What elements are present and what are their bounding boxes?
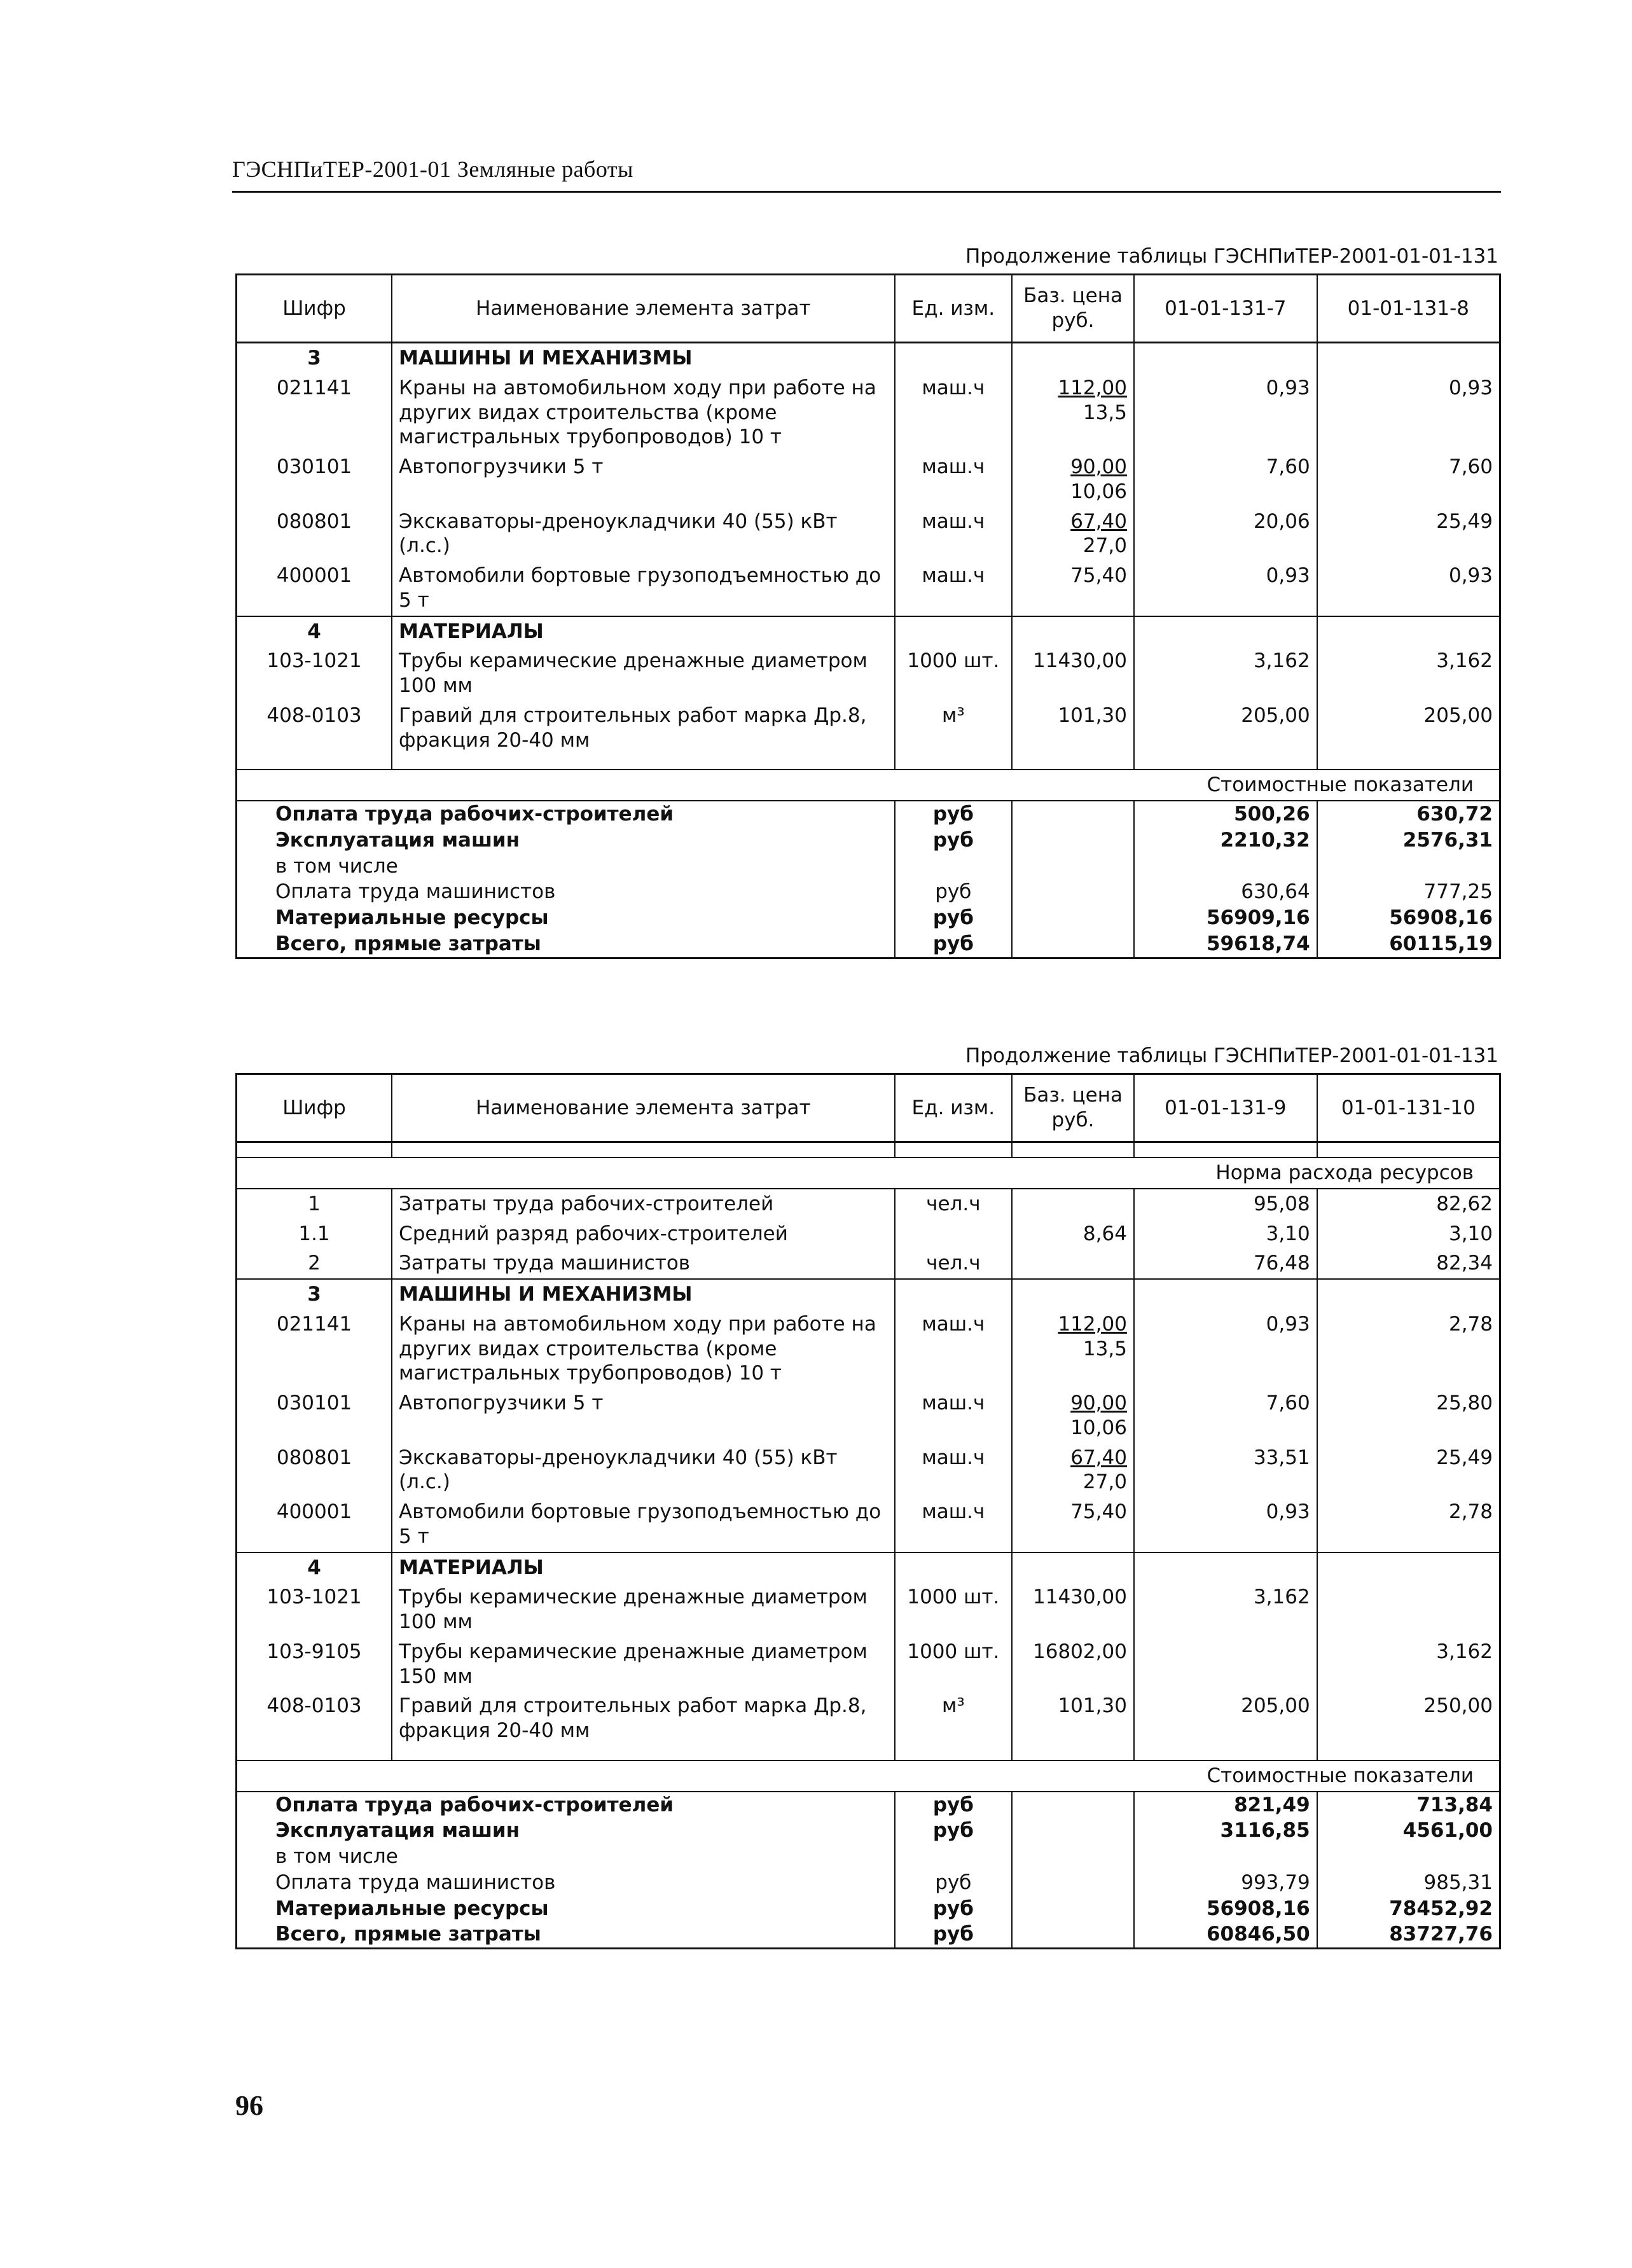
row-value-2: 2,78 — [1317, 1497, 1500, 1552]
row-price-top: 112,00 — [1058, 1312, 1127, 1336]
cost-value-1: 500,26 — [1134, 801, 1317, 827]
col-name-header: Наименование элемента затрат — [392, 1074, 895, 1142]
section-code: 4 — [237, 1552, 392, 1583]
cost-label: в том числе — [237, 854, 895, 880]
cost-value-2: 60115,19 — [1317, 931, 1500, 958]
row-unit: маш.ч — [895, 1310, 1012, 1388]
row-value-2: 25,49 — [1317, 1443, 1500, 1498]
row-price-top: 90,00 — [1070, 455, 1127, 478]
cost-value-1: 56908,16 — [1134, 1896, 1317, 1922]
col-v2-header: 01-01-131-10 — [1317, 1074, 1500, 1142]
page-number: 96 — [235, 2090, 263, 2121]
row-unit: чел.ч — [895, 1248, 1012, 1279]
cost-row — [237, 827, 1500, 854]
row-code: 021141 — [237, 373, 392, 452]
cost-price-empty — [1012, 905, 1134, 931]
row-unit: м³ — [895, 701, 1012, 756]
row-price-bottom: 75,40 — [1070, 1500, 1127, 1523]
cost-row — [237, 1870, 1500, 1896]
cost-price-empty — [1012, 1921, 1134, 1948]
cost-value-1: 630,64 — [1134, 879, 1317, 905]
row-value-2: 82,34 — [1317, 1248, 1500, 1279]
table-row — [237, 1691, 1500, 1746]
cost-value-2: 4561,00 — [1317, 1818, 1500, 1844]
table-row — [237, 1310, 1500, 1388]
running-header: ГЭСНПиТЕР-2001-01 Земляные работы — [232, 156, 633, 182]
cost-label: Всего, прямые затраты — [237, 931, 895, 958]
row-code: 1 — [237, 1189, 392, 1219]
row-value-2: 25,80 — [1317, 1388, 1500, 1443]
table-row — [237, 1248, 1500, 1279]
row-price-top: 90,00 — [1070, 1392, 1127, 1414]
cost-value-2: 777,25 — [1317, 879, 1500, 905]
row-name: Краны на автомобильном ходу при работе на других видах строительства (кроме магистральных трубопроводов) 10 т — [392, 1310, 895, 1388]
cost-row — [237, 931, 1500, 958]
cost-label: Оплата труда машинистов — [237, 1870, 895, 1896]
cost-price-empty — [1012, 931, 1134, 958]
cost-unit: руб — [895, 1896, 1012, 1922]
table-row — [237, 1219, 1500, 1249]
row-value-1: 95,08 — [1134, 1189, 1317, 1219]
table-row — [237, 507, 1500, 562]
row-unit: 1000 шт. — [895, 1582, 1012, 1637]
table2-header-row — [237, 1074, 1500, 1142]
row-value-1: 20,06 — [1134, 507, 1317, 562]
col-unit-header: Ед. изм. — [895, 275, 1012, 343]
cost-unit: руб — [895, 1921, 1012, 1948]
section-row — [237, 343, 1500, 373]
cost-unit: руб — [895, 905, 1012, 931]
cost-price-empty — [1012, 1844, 1134, 1870]
row-value-1: 205,00 — [1134, 701, 1317, 756]
col-price-header: Баз. цена руб. — [1012, 275, 1134, 343]
cost-unit: руб — [895, 1870, 1012, 1896]
cost-value-2: 2576,31 — [1317, 827, 1500, 854]
cost-unit — [895, 854, 1012, 880]
row-code: 2 — [237, 1248, 392, 1279]
row-price — [1012, 1248, 1134, 1279]
row-unit: маш.ч — [895, 452, 1012, 507]
cost-value-1: 60846,50 — [1134, 1921, 1317, 1948]
cost-banner: Стоимостные показатели — [237, 770, 1500, 801]
table2-caption: Продолжение таблицы ГЭСНПиТЕР-2001-01-01-131 — [965, 1044, 1498, 1067]
row-name: Трубы керамические дренажные диаметром 100 мм — [392, 646, 895, 701]
section-name: МАТЕРИАЛЫ — [392, 616, 895, 647]
cost-row — [237, 905, 1500, 931]
row-price-bottom: 13,5 — [1082, 401, 1127, 424]
row-name: Гравий для строительных работ марка Др.8, фракция 20-40 мм — [392, 1691, 895, 1746]
table-row — [237, 373, 1500, 452]
cost-row — [237, 1818, 1500, 1844]
cost-value-2 — [1317, 854, 1500, 880]
row-name: Затраты труда машинистов — [392, 1248, 895, 1279]
cost-price-empty — [1012, 1818, 1134, 1844]
row-code: 408-0103 — [237, 1691, 392, 1746]
col-name-header: Наименование элемента затрат — [392, 275, 895, 343]
row-unit: маш.ч — [895, 1443, 1012, 1498]
row-unit: маш.ч — [895, 507, 1012, 562]
row-value-1: 76,48 — [1134, 1248, 1317, 1279]
row-value-2: 25,49 — [1317, 507, 1500, 562]
row-name: Краны на автомобильном ходу при работе на других видах строительства (кроме магистральных трубопроводов) 10 т — [392, 373, 895, 452]
row-name: Автомобили бортовые грузоподъемностью до 5 т — [392, 1497, 895, 1552]
row-code: 030101 — [237, 1388, 392, 1443]
cost-value-1 — [1134, 854, 1317, 880]
cost-value-1: 56909,16 — [1134, 905, 1317, 931]
row-code: 030101 — [237, 452, 392, 507]
row-value-1: 0,93 — [1134, 1310, 1317, 1388]
cost-row — [237, 879, 1500, 905]
row-code: 080801 — [237, 1443, 392, 1498]
col-unit-header: Ед. изм. — [895, 1074, 1012, 1142]
row-value-2: 0,93 — [1317, 373, 1500, 452]
row-value-1: 7,60 — [1134, 1388, 1317, 1443]
norm-banner: Норма расхода ресурсов — [237, 1158, 1500, 1189]
cost-row — [237, 1921, 1500, 1948]
cost-price-empty — [1012, 1896, 1134, 1922]
row-price-bottom: 10,06 — [1070, 480, 1127, 503]
section-row — [237, 1279, 1500, 1310]
row-unit: маш.ч — [895, 1497, 1012, 1552]
cost-value-2: 985,31 — [1317, 1870, 1500, 1896]
row-value-1: 7,60 — [1134, 452, 1317, 507]
row-name: Гравий для строительных работ марка Др.8, фракция 20-40 мм — [392, 701, 895, 756]
cost-label: Эксплуатация машин — [237, 1818, 895, 1844]
cost-banner: Стоимостные показатели — [237, 1760, 1500, 1792]
cost-price-empty — [1012, 1870, 1134, 1896]
row-value-2: 3,162 — [1317, 646, 1500, 701]
cost-price-empty — [1012, 827, 1134, 854]
row-code: 400001 — [237, 561, 392, 616]
row-price-top: 67,40 — [1070, 509, 1127, 533]
row-unit: м³ — [895, 1691, 1012, 1746]
cost-label: Материальные ресурсы — [237, 1896, 895, 1922]
cost-label: Оплата труда машинистов — [237, 879, 895, 905]
cost-price-empty — [1012, 879, 1134, 905]
table-row — [237, 1582, 1500, 1637]
cost-row — [237, 1844, 1500, 1870]
table-row — [237, 1637, 1500, 1692]
row-price-bottom: 75,40 — [1070, 564, 1127, 587]
row-price — [1012, 1310, 1134, 1388]
row-value-1: 0,93 — [1134, 1497, 1317, 1552]
cost-label: Всего, прямые затраты — [237, 1921, 895, 1948]
col-v2-header: 01-01-131-8 — [1317, 275, 1500, 343]
cost-row — [237, 854, 1500, 880]
col-v1-header: 01-01-131-7 — [1134, 275, 1317, 343]
row-value-1: 3,10 — [1134, 1219, 1317, 1249]
row-unit: 1000 шт. — [895, 646, 1012, 701]
row-price — [1012, 1388, 1134, 1443]
cost-price-empty — [1012, 801, 1134, 827]
section-name: МАШИНЫ И МЕХАНИЗМЫ — [392, 343, 895, 373]
cost-label: Материальные ресурсы — [237, 905, 895, 931]
row-code: 103-1021 — [237, 646, 392, 701]
table1 — [235, 273, 1501, 959]
row-value-2: 205,00 — [1317, 701, 1500, 756]
col-price-header: Баз. цена руб. — [1012, 1074, 1134, 1142]
row-name: Затраты труда рабочих-строителей — [392, 1189, 895, 1219]
row-name: Средний разряд рабочих-строителей — [392, 1219, 895, 1249]
row-value-1: 3,162 — [1134, 1582, 1317, 1637]
row-price: 101,30 — [1012, 1691, 1134, 1746]
row-name: Автомобили бортовые грузоподъемностью до 5 т — [392, 561, 895, 616]
row-code: 400001 — [237, 1497, 392, 1552]
cost-label: Оплата труда рабочих-строителей — [237, 801, 895, 827]
cost-label: Эксплуатация машин — [237, 827, 895, 854]
row-price: 8,64 — [1012, 1219, 1134, 1249]
row-code: 103-9105 — [237, 1637, 392, 1692]
row-value-2: 3,162 — [1317, 1637, 1500, 1692]
row-unit: маш.ч — [895, 373, 1012, 452]
row-value-1 — [1134, 1637, 1317, 1692]
cost-value-1: 993,79 — [1134, 1870, 1317, 1896]
norm-banner-row — [237, 1158, 1500, 1189]
cost-value-2: 83727,76 — [1317, 1921, 1500, 1948]
cost-unit — [895, 1844, 1012, 1870]
table-row — [237, 701, 1500, 756]
cost-value-1: 3116,85 — [1134, 1818, 1317, 1844]
cost-unit: руб — [895, 1818, 1012, 1844]
row-price — [1012, 561, 1134, 616]
cost-row — [237, 1896, 1500, 1922]
col-code-header: Шифр — [237, 275, 392, 343]
row-name: Трубы керамические дренажные диаметром 150 мм — [392, 1637, 895, 1692]
table1-caption: Продолжение таблицы ГЭСНПиТЕР-2001-01-01-131 — [965, 245, 1498, 268]
row-price — [1012, 507, 1134, 562]
row-name: Трубы керамические дренажные диаметром 100 мм — [392, 1582, 895, 1637]
section-name: МАШИНЫ И МЕХАНИЗМЫ — [392, 1279, 895, 1310]
row-value-1: 33,51 — [1134, 1443, 1317, 1498]
cost-value-2: 713,84 — [1317, 1792, 1500, 1818]
row-price — [1012, 1443, 1134, 1498]
cost-price-empty — [1012, 1792, 1134, 1818]
row-unit: чел.ч — [895, 1189, 1012, 1219]
cost-value-1: 821,49 — [1134, 1792, 1317, 1818]
row-price-top: 112,00 — [1058, 376, 1127, 399]
cost-unit: руб — [895, 801, 1012, 827]
cost-value-1: 59618,74 — [1134, 931, 1317, 958]
cost-value-2: 56908,16 — [1317, 905, 1500, 931]
row-value-2: 7,60 — [1317, 452, 1500, 507]
row-price-bottom: 27,0 — [1082, 534, 1127, 558]
row-price-bottom: 10,06 — [1070, 1416, 1127, 1439]
cost-unit: руб — [895, 827, 1012, 854]
cost-unit: руб — [895, 879, 1012, 905]
row-code: 408-0103 — [237, 701, 392, 756]
row-unit: маш.ч — [895, 561, 1012, 616]
cost-value-2: 630,72 — [1317, 801, 1500, 827]
section-code: 3 — [237, 1279, 392, 1310]
row-name: Экскаваторы-дреноукладчики 40 (55) кВт (л.с.) — [392, 1443, 895, 1498]
row-name: Экскаваторы-дреноукладчики 40 (55) кВт (л.с.) — [392, 507, 895, 562]
table-row — [237, 561, 1500, 616]
row-code: 1.1 — [237, 1219, 392, 1249]
row-price: 11430,00 — [1012, 646, 1134, 701]
row-unit: 1000 шт. — [895, 1637, 1012, 1692]
section-row — [237, 1552, 1500, 1583]
row-value-2: 0,93 — [1317, 561, 1500, 616]
row-price: 16802,00 — [1012, 1637, 1134, 1692]
row-unit — [895, 1219, 1012, 1249]
cost-banner-row — [237, 1760, 1500, 1792]
cost-value-2: 78452,92 — [1317, 1896, 1500, 1922]
row-name: Автопогрузчики 5 т — [392, 1388, 895, 1443]
row-value-2: 3,10 — [1317, 1219, 1500, 1249]
row-value-2 — [1317, 1582, 1500, 1637]
cost-price-empty — [1012, 854, 1134, 880]
row-price — [1012, 1189, 1134, 1219]
section-name: МАТЕРИАЛЫ — [392, 1552, 895, 1583]
cost-unit: руб — [895, 931, 1012, 958]
row-price — [1012, 373, 1134, 452]
cost-label: Оплата труда рабочих-строителей — [237, 1792, 895, 1818]
table-row — [237, 1497, 1500, 1552]
table-row — [237, 1388, 1500, 1443]
cost-value-2 — [1317, 1844, 1500, 1870]
row-code: 080801 — [237, 507, 392, 562]
row-code: 021141 — [237, 1310, 392, 1388]
row-price — [1012, 1497, 1134, 1552]
table-row — [237, 646, 1500, 701]
row-value-1: 3,162 — [1134, 646, 1317, 701]
cost-banner-row — [237, 770, 1500, 801]
row-name: Автопогрузчики 5 т — [392, 452, 895, 507]
header-rule — [232, 191, 1501, 193]
row-value-1: 0,93 — [1134, 373, 1317, 452]
row-price-bottom: 27,0 — [1082, 1470, 1127, 1494]
cost-row — [237, 801, 1500, 827]
row-price-bottom: 13,5 — [1082, 1337, 1127, 1360]
table-row — [237, 452, 1500, 507]
row-unit: маш.ч — [895, 1388, 1012, 1443]
section-code: 4 — [237, 616, 392, 647]
row-price-top: 67,40 — [1070, 1446, 1127, 1469]
table1-header-row — [237, 275, 1500, 343]
table-row — [237, 1189, 1500, 1219]
row-value-2: 2,78 — [1317, 1310, 1500, 1388]
row-value-2: 82,62 — [1317, 1189, 1500, 1219]
col-v1-header: 01-01-131-9 — [1134, 1074, 1317, 1142]
cost-row — [237, 1792, 1500, 1818]
row-value-2: 250,00 — [1317, 1691, 1500, 1746]
cost-value-1 — [1134, 1844, 1317, 1870]
cost-value-1: 2210,32 — [1134, 827, 1317, 854]
row-price — [1012, 452, 1134, 507]
table-row — [237, 1443, 1500, 1498]
row-price: 11430,00 — [1012, 1582, 1134, 1637]
section-row — [237, 616, 1500, 647]
row-value-1: 0,93 — [1134, 561, 1317, 616]
table2 — [235, 1073, 1501, 1949]
cost-unit: руб — [895, 1792, 1012, 1818]
row-price: 101,30 — [1012, 701, 1134, 756]
col-code-header: Шифр — [237, 1074, 392, 1142]
cost-label: в том числе — [237, 1844, 895, 1870]
row-code: 103-1021 — [237, 1582, 392, 1637]
row-value-1: 205,00 — [1134, 1691, 1317, 1746]
section-code: 3 — [237, 343, 392, 373]
